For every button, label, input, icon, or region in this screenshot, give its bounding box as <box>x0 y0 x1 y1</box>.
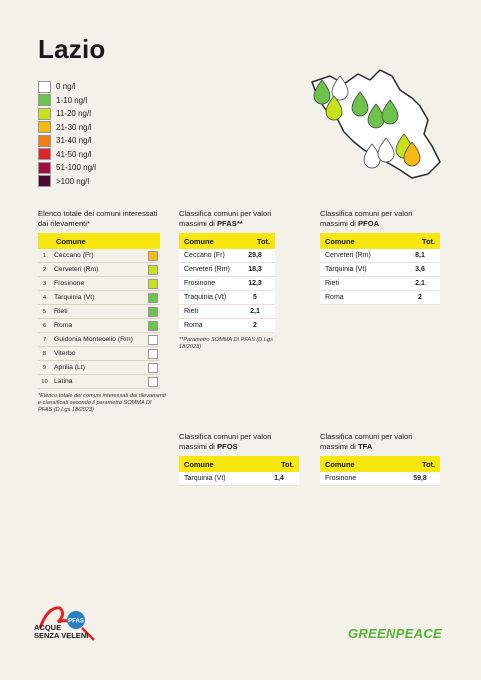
list-item <box>38 263 160 277</box>
legend-item <box>38 175 96 189</box>
list-item-name: Latina <box>54 378 73 385</box>
list-item-color-box <box>148 335 158 345</box>
list-item-name: Roma <box>54 322 73 329</box>
legend-label: 0 ng/l <box>56 82 76 92</box>
table-cell-tot: 2,1 <box>250 308 260 315</box>
tfa-title: Classifica comuni per valori massimi di TFA <box>320 432 413 451</box>
table-row <box>179 319 275 333</box>
list-item-number: 10 <box>41 378 48 385</box>
legend-swatch <box>38 162 51 174</box>
legend-label: 51-100 ng/l <box>56 163 97 173</box>
list-item <box>38 333 160 347</box>
list-item-name: Ceccano (Fr) <box>54 252 94 259</box>
list-note: *Elenco totale dei comuni interessati dai rilevamenti e classificati secondo il parametro SOMMA DI PFAS (D.Lgs 18/2023) <box>38 393 166 413</box>
table-row <box>320 277 440 291</box>
list-item-name: Tarquinia (Vt) <box>54 294 95 301</box>
legend-label: >100 ng/l <box>56 176 90 186</box>
table-cell-tot: 2,1 <box>415 280 425 287</box>
table-cell-comune: Roma <box>184 322 203 329</box>
pfas-title: Classifica comuni per valori massimi di PFAS** <box>179 209 272 228</box>
list-item-number: 9 <box>42 364 47 371</box>
table-cell-tot: 12,3 <box>248 280 262 287</box>
table-row <box>320 263 440 277</box>
table-cell-tot: 8,1 <box>415 252 425 259</box>
list-item-color-box <box>148 293 158 303</box>
table-row <box>179 263 275 277</box>
table-row <box>179 305 275 319</box>
table-row <box>179 277 275 291</box>
campaign-name: ACQUE SENZA VELENI <box>34 623 89 640</box>
legend-swatch <box>38 148 51 160</box>
table-cell-tot: 29,8 <box>248 252 262 259</box>
pfoa-header: Comune Tot. <box>320 233 440 249</box>
pfoa-title: Classifica comuni per valori massimi di PFOA <box>320 209 413 228</box>
table-cell-tot: 1,4 <box>274 475 284 482</box>
table-cell-comune: Tarquinia (Vt) <box>184 475 226 482</box>
region-map <box>300 62 450 202</box>
legend-item <box>38 107 96 121</box>
tfa-header: Comune Tot. <box>320 456 440 472</box>
list-item-number: 3 <box>42 280 47 287</box>
pfos-table <box>179 456 299 486</box>
list-item-name: Guidonia Montecelio (Rm) <box>54 336 133 343</box>
table-cell-comune: Rieti <box>325 280 340 287</box>
list-item-color-box <box>148 321 158 331</box>
pfos-header: Comune Tot. <box>179 456 299 472</box>
list-item-name: Rieti <box>54 308 68 315</box>
list-item <box>38 277 160 291</box>
legend-label: 21-30 ng/l <box>56 122 92 132</box>
list-item <box>38 305 160 319</box>
list-item-number: 8 <box>42 350 47 357</box>
pfas-header: Comune Tot. <box>179 233 275 249</box>
table-cell-comune: Cerveteri (Rm) <box>325 252 371 259</box>
legend-swatch <box>38 81 51 93</box>
list-item-name: Aprilia (Lt) <box>54 364 85 371</box>
table-row <box>179 249 275 263</box>
list-item-number: 6 <box>42 322 47 329</box>
legend <box>38 80 96 188</box>
table-row <box>320 291 440 305</box>
greenpeace-logo: GREENPEACE <box>348 626 443 641</box>
legend-swatch <box>38 108 51 120</box>
legend-swatch <box>38 135 51 147</box>
table-cell-comune: Roma <box>325 294 344 301</box>
list-item-color-box <box>148 265 158 275</box>
list-item-number: 5 <box>42 308 47 315</box>
legend-item <box>38 134 96 148</box>
tfa-table <box>320 456 440 486</box>
list-item-color-box <box>148 279 158 289</box>
table-cell-comune: Cerveteri (Rm) <box>184 266 230 273</box>
pfas-table <box>179 233 275 333</box>
list-item-number: 7 <box>42 336 47 343</box>
table-row <box>320 249 440 263</box>
page-title: Lazio <box>38 34 106 64</box>
list-header <box>38 233 160 249</box>
list-item <box>38 361 160 375</box>
pfos-title: Classifica comuni per valori massimi di PFOS <box>179 432 272 451</box>
legend-label: 31-40 ng/l <box>56 136 92 146</box>
table-cell-tot: 5 <box>253 294 257 301</box>
list-item-name: Cerveteri (Rm) <box>54 266 99 273</box>
table-cell-tot: 2 <box>418 294 422 301</box>
legend-label: 41-50 ng/l <box>56 149 92 159</box>
list-item <box>38 347 160 361</box>
list-item-color-box <box>148 307 158 317</box>
comuni-list <box>38 233 160 389</box>
legend-item <box>38 94 96 108</box>
legend-item <box>38 161 96 175</box>
table-row <box>179 291 275 305</box>
legend-item <box>38 80 96 94</box>
svg-text:PFAS: PFAS <box>68 618 84 625</box>
list-item <box>38 375 160 389</box>
list-item-name: Frosinone <box>54 280 85 287</box>
table-row <box>179 472 299 486</box>
table-cell-comune: Frosinone <box>184 280 216 287</box>
table-cell-tot: 3,6 <box>415 266 425 273</box>
table-cell-comune: Tarquinia (Vt) <box>325 266 367 273</box>
list-item <box>38 319 160 333</box>
legend-swatch <box>38 121 51 133</box>
list-item-number: 4 <box>42 294 47 301</box>
list-header-comune: Comune <box>56 236 86 246</box>
list-item-name: Viterbo <box>54 350 76 357</box>
list-item-color-box <box>148 349 158 359</box>
table-cell-tot: 2 <box>253 322 257 329</box>
table-row <box>320 472 440 486</box>
legend-item <box>38 121 96 135</box>
table-cell-comune: Traquinia (Vt) <box>184 294 227 301</box>
list-item <box>38 249 160 263</box>
table-cell-tot: 59,8 <box>413 475 427 482</box>
legend-swatch <box>38 94 51 106</box>
legend-label: 1-10 ng/l <box>56 95 88 105</box>
legend-label: 11-20 ng/l <box>56 109 91 119</box>
table-cell-comune: Frosinone <box>325 475 357 482</box>
table-cell-comune: Rieti <box>184 308 199 315</box>
pfas-note: **Parametro SOMMA DI PFAS (D.Lgs 18/2023) <box>179 337 273 350</box>
legend-item <box>38 148 96 162</box>
list-title: Elenco totale dei comuni interessati dai rilevamenti* <box>38 209 158 228</box>
list-item <box>38 291 160 305</box>
list-item-color-box <box>148 251 158 261</box>
pfoa-table <box>320 233 440 305</box>
list-item-number: 2 <box>42 266 47 273</box>
list-item-number: 1 <box>42 252 47 259</box>
table-cell-comune: Ceccano (Fr) <box>184 252 225 259</box>
list-item-color-box <box>148 363 158 373</box>
list-item-color-box <box>148 377 158 387</box>
legend-swatch <box>38 175 51 187</box>
table-cell-tot: 18,3 <box>248 266 262 273</box>
